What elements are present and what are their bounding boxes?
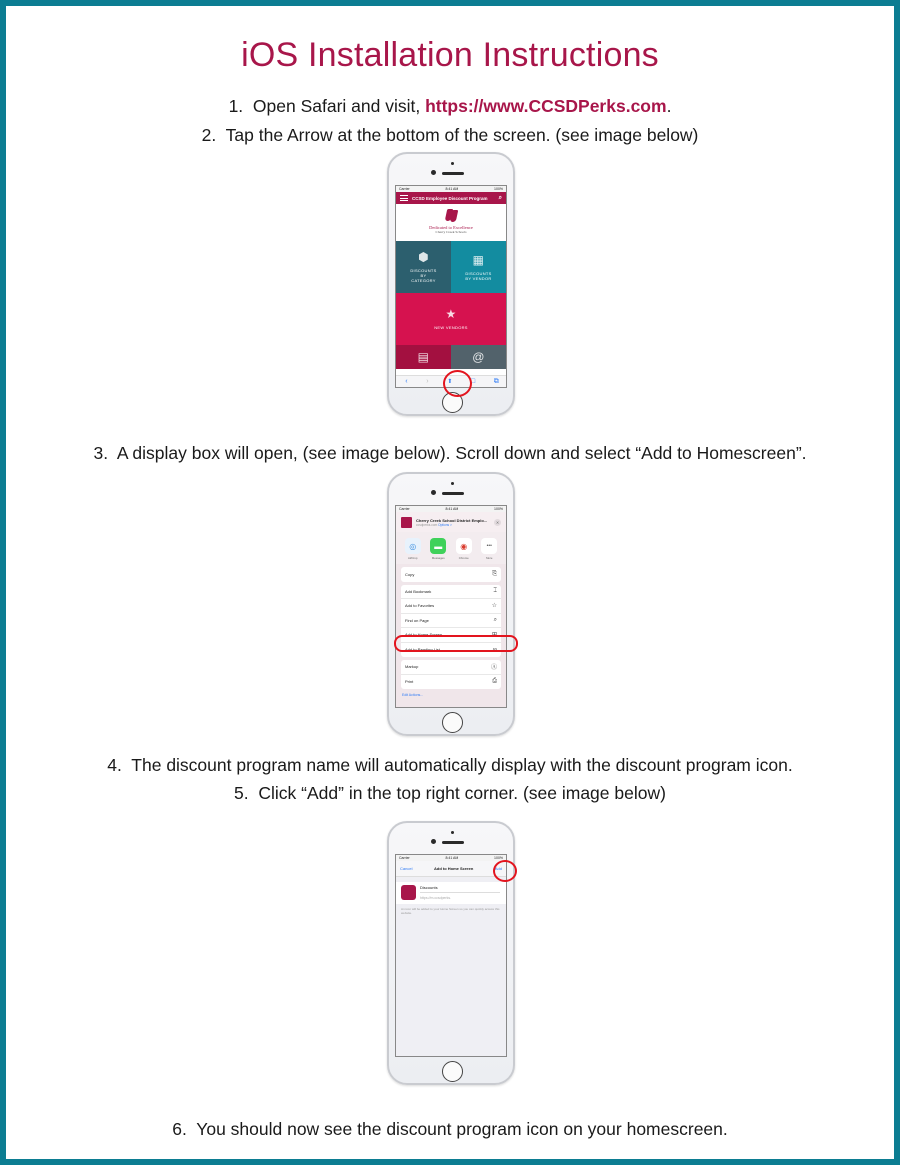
add-button[interactable]: Add	[494, 866, 502, 871]
search-icon[interactable]: ⌕	[498, 194, 502, 201]
phone-screen	[395, 505, 507, 708]
home-button	[442, 1061, 463, 1082]
step-text: Tap the Arrow at the bottom of the screen. (see image below)	[225, 125, 699, 145]
step-text: Open Safari and visit,	[252, 96, 426, 116]
menu-item-add-bookmark[interactable]	[401, 585, 501, 600]
menu-item-find-on-page[interactable]	[401, 614, 501, 629]
phone-screen	[395, 854, 507, 1057]
app-url: https://m.ccsdperks.	[420, 896, 452, 900]
carrier: Carrier	[399, 856, 410, 860]
cancel-button[interactable]: Cancel	[400, 866, 413, 871]
share-apps-row	[396, 532, 506, 564]
add-to-home-title: Add to Home Screen	[433, 866, 474, 871]
step-suffix: .	[666, 96, 672, 116]
menu-label: Find on Page	[405, 617, 429, 623]
app-label: Messages	[431, 556, 445, 560]
tag-icon: ⬢	[418, 250, 429, 264]
back-icon[interactable]: ‹	[405, 378, 408, 385]
menu-label: Print	[405, 679, 414, 685]
camera-icon	[431, 839, 436, 844]
clock: 8:41 AM	[445, 187, 459, 191]
step-text: The discount program name will automatically display with the discount program icon.	[131, 755, 793, 775]
menu-item-copy[interactable]	[401, 567, 501, 582]
site-navbar	[396, 192, 506, 204]
clock: 8:41 AM	[445, 507, 459, 511]
menu-item-print[interactable]	[401, 675, 501, 690]
calendar-icon: ▤	[417, 350, 430, 364]
proximity-sensor	[451, 831, 454, 834]
speaker	[442, 841, 464, 844]
step-number: 5.	[234, 783, 249, 803]
printer-icon: ⎙	[492, 678, 497, 685]
share-icon[interactable]: ⬆	[447, 379, 453, 385]
step-number: 6.	[172, 1119, 187, 1139]
battery: 100%	[494, 856, 503, 860]
step-number: 2.	[201, 125, 217, 145]
page-title: iOS Installation Instructions	[241, 36, 659, 74]
camera-icon	[431, 490, 436, 495]
share-app-airdrop[interactable]	[405, 538, 421, 560]
highlight-circle-add	[493, 860, 517, 882]
step-6	[6, 1119, 894, 1140]
highlight-add-to-home-screen	[394, 635, 518, 652]
tile-label: DISCOUNTS BY VENDOR	[465, 270, 492, 281]
step-text: A display box will open, (see image below). Scroll down and select “Add to Homescreen”.	[116, 443, 807, 463]
share-app-chrome[interactable]	[456, 538, 472, 560]
share-url: ccsdperks.com	[416, 522, 438, 527]
highlight-circle-share	[443, 370, 472, 397]
app-label: More	[486, 556, 493, 560]
star-icon: ★	[445, 307, 457, 321]
proximity-sensor	[451, 162, 454, 165]
menu-label: Copy	[405, 571, 415, 577]
at-icon: @	[472, 350, 485, 364]
add-to-home-body	[396, 877, 506, 1057]
menu-label: Markup	[405, 664, 419, 670]
star-outline-icon: ☆	[491, 603, 497, 610]
logo-subtitle: Cherry Creek Schools	[435, 230, 467, 234]
bookmarks-icon[interactable]: □	[470, 378, 476, 385]
menu-item-add-to-favorites[interactable]	[401, 599, 501, 614]
tabs-icon[interactable]: ⧉	[493, 377, 499, 385]
book-icon: ⌶	[493, 587, 497, 594]
step-4	[6, 755, 894, 776]
menu-item-markup[interactable]	[401, 660, 501, 675]
menu-group-copy	[401, 567, 501, 582]
step-5	[6, 783, 894, 804]
copy-icon: ⎘	[492, 570, 497, 577]
menu-label: Add to Reading List	[405, 647, 440, 653]
site-logo	[396, 204, 506, 241]
phone-mockup-home	[387, 152, 515, 416]
step-3	[6, 443, 894, 464]
share-options-link[interactable]: Options >	[438, 522, 452, 527]
step-number: 4.	[107, 755, 122, 775]
tile-label: DISCOUNTS BY CATEGORY	[410, 268, 437, 283]
markup-icon: Ⓐ	[490, 665, 497, 672]
airdrop-icon: ◎	[405, 538, 421, 554]
menu-group-tools	[401, 660, 501, 689]
home-button	[442, 712, 463, 733]
building-icon: ▦	[472, 252, 485, 267]
site-title: CCSD Employee Discount Program	[412, 195, 488, 201]
step-number: 3.	[93, 443, 109, 463]
app-label: Chrome	[458, 556, 469, 560]
step-text: Click “Add” in the top right corner. (see image below)	[258, 783, 666, 803]
chrome-icon: ◉	[456, 538, 472, 554]
share-sheet-header	[396, 512, 506, 532]
clock: 8:41 AM	[445, 856, 459, 860]
tile-label: NEW VENDORS	[434, 325, 468, 330]
add-to-home-navbar	[396, 861, 506, 877]
edit-actions-link[interactable]: Edit Actions...	[402, 693, 424, 697]
camera-icon	[431, 170, 436, 175]
menu-label: Add to Home Screen	[405, 632, 443, 638]
discount-program-app-icon	[401, 885, 416, 900]
carrier: Carrier	[399, 507, 410, 511]
phone-mockup-add-to-home	[387, 821, 515, 1085]
messages-icon: ▬	[430, 538, 446, 554]
tile-discounts-by-vendor[interactable]	[451, 241, 506, 293]
category-tiles	[396, 241, 506, 369]
ccsdperks-link[interactable]: https://www.CCSDPerks.com	[425, 96, 667, 116]
carrier: Carrier	[399, 187, 410, 191]
step-2	[6, 125, 894, 146]
tile-discounts-by-category[interactable]	[396, 241, 451, 293]
menu-label: Add Bookmark	[405, 588, 432, 594]
speaker	[442, 492, 464, 495]
battery: 100%	[494, 507, 503, 511]
more-icon: •••	[481, 538, 497, 554]
phone-screen	[395, 185, 507, 388]
tile-new-vendors[interactable]	[396, 293, 506, 345]
menu-label: Add to Favorites	[405, 603, 435, 609]
tile-contact[interactable]	[451, 345, 506, 369]
speaker	[442, 172, 464, 175]
forward-icon[interactable]: ›	[426, 378, 429, 385]
step-number: 1.	[228, 96, 244, 116]
app-label: AirDrop	[408, 556, 418, 560]
site-thumbnail	[401, 517, 412, 528]
tile-calendar[interactable]	[396, 345, 451, 369]
app-preview-card	[396, 882, 506, 904]
logo-tagline: Dedicated to Excellence	[429, 225, 473, 230]
share-url-row	[416, 523, 487, 527]
share-app-messages[interactable]	[430, 538, 446, 560]
hamburger-menu-icon[interactable]	[400, 195, 408, 201]
step-text: You should now see the discount program icon on your homescreen.	[196, 1119, 728, 1139]
phone-mockup-share-sheet	[387, 472, 515, 736]
share-app-more[interactable]	[481, 538, 497, 560]
step-1	[6, 96, 894, 117]
glasses-icon: ∞	[492, 646, 497, 653]
ccsd-logo-icon	[444, 207, 458, 223]
battery: 100%	[494, 187, 503, 191]
plus-square-icon: ⊞	[491, 632, 497, 639]
share-title: Cherry Creek School District Emplo...	[416, 517, 488, 523]
proximity-sensor	[451, 482, 454, 485]
app-name-field[interactable]: Discounts	[420, 885, 500, 893]
close-icon[interactable]: ✕	[495, 519, 500, 525]
add-to-home-note: An icon will be added to your Home Screen so you can quickly access this website.	[401, 907, 500, 915]
search-icon: ⌕	[493, 616, 497, 623]
